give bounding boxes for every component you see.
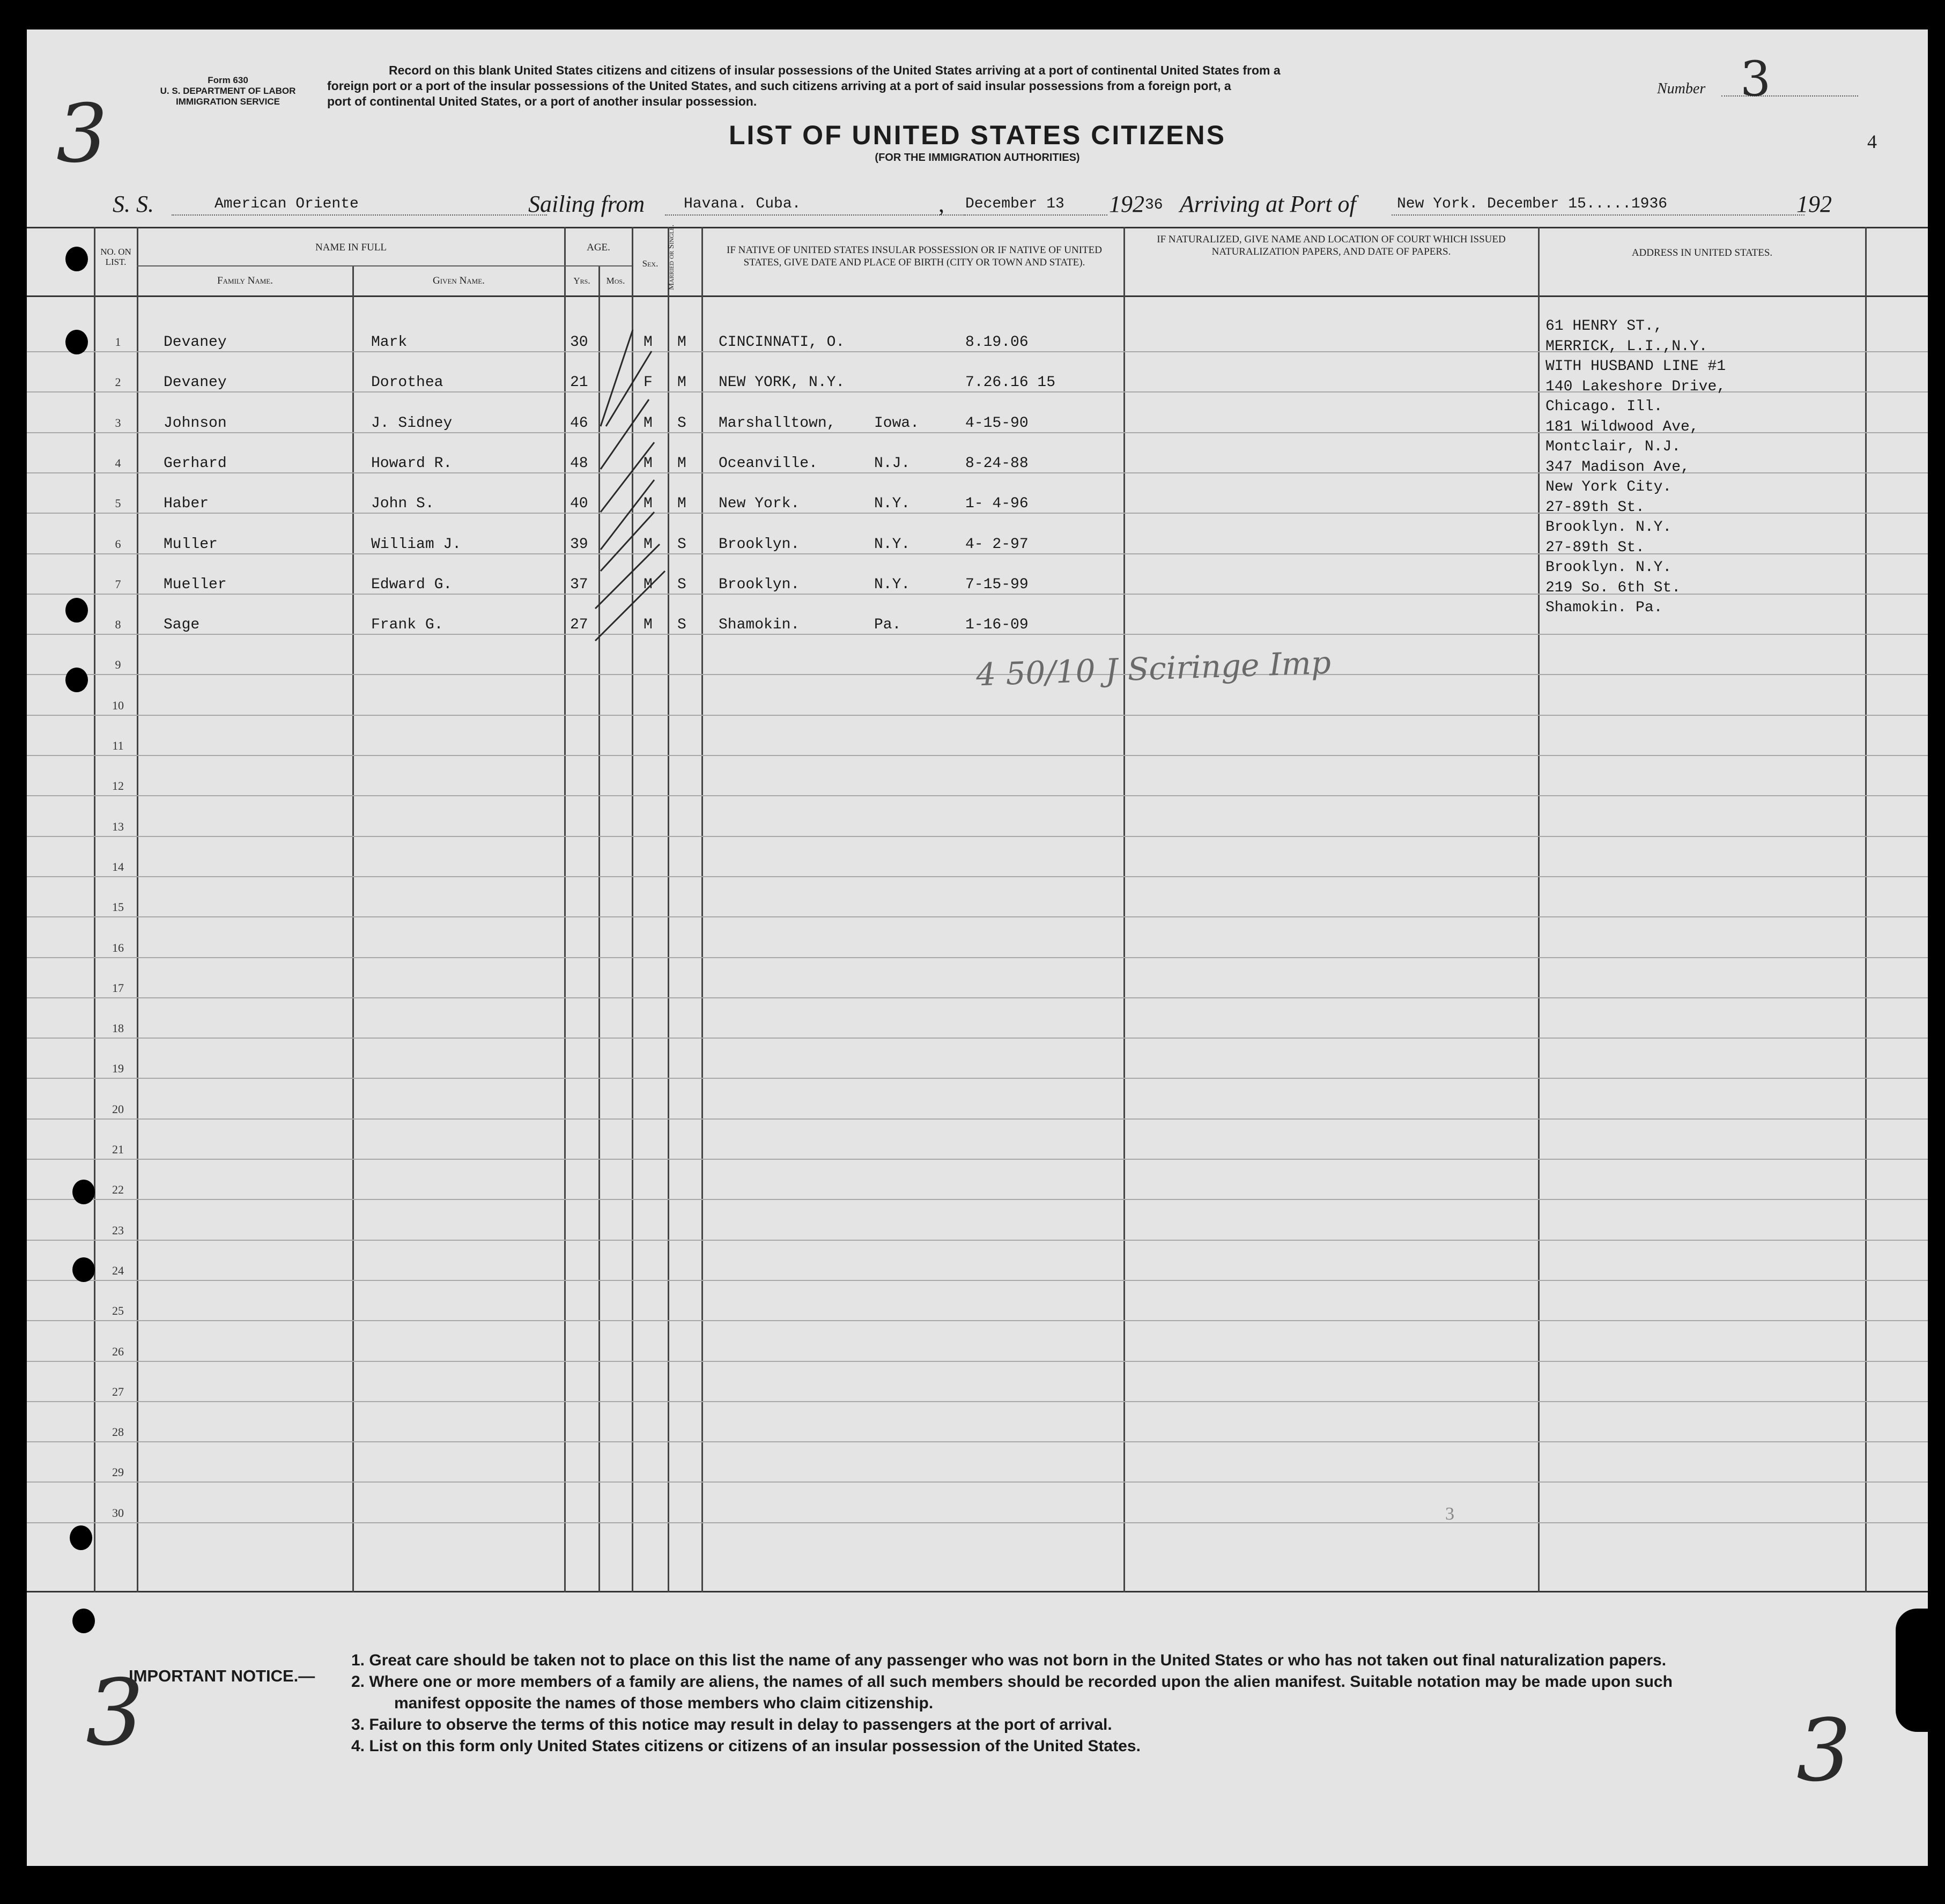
punch-hole (72, 1180, 95, 1204)
row-number: 22 (112, 1183, 124, 1196)
birth-place-cell: Shamokin. (719, 617, 800, 633)
form-info (147, 75, 308, 107)
handwritten-number-bottom-right: 3 (1796, 1700, 1851, 1801)
header-age: AGE. (587, 242, 610, 253)
punch-hole (65, 598, 88, 623)
family-name-cell: Haber (164, 495, 209, 512)
age-cell: 46 (570, 415, 588, 432)
row-number: 20 (112, 1102, 124, 1116)
marital-status-cell: M (677, 455, 686, 472)
family-name-cell: Muller (164, 536, 218, 553)
birth-state-cell: N.Y. (874, 536, 911, 553)
row-line (27, 634, 1928, 635)
department-name: U. S. DEPARTMENT OF LABOR (160, 86, 296, 96)
row-line (27, 1401, 1928, 1402)
birth-place-cell: NEW YORK, N.Y. (719, 374, 845, 391)
row-number: 15 (112, 900, 124, 914)
number-value: 3 (1740, 51, 1771, 107)
sailing-from-underline (665, 214, 965, 216)
marital-status-cell: M (677, 334, 686, 351)
row-line (27, 1038, 1928, 1039)
row-number: 18 (112, 1021, 124, 1035)
notice-label: IMPORTANT NOTICE.— (129, 1666, 315, 1685)
punch-hole (70, 1525, 92, 1550)
arriving-label: Arriving at Port of (1180, 191, 1356, 217)
number-label: Number (1657, 80, 1706, 97)
birth-state-cell: Pa. (874, 617, 901, 633)
row-line (27, 755, 1928, 756)
family-name-cell: Sage (164, 617, 200, 633)
header-given-name: Given Name. (433, 275, 485, 286)
birth-date-cell: 1- 4-96 (965, 495, 1029, 512)
check-mark-8 (595, 571, 665, 641)
row-number: 30 (112, 1506, 124, 1520)
header-birth: IF NATIVE OF UNITED STATES INSULAR POSSESSION OR IF NATIVE OF UNITED STATES, GIVE DATE AND PLACE OF BIRTH (CITY OR TOWN AND STATE). (727, 245, 1102, 268)
address-line: Brooklyn. N.Y. (1545, 519, 1672, 536)
row-line (27, 997, 1928, 998)
handwritten-annotation: 4 50/10 J Sciringe Imp (975, 644, 1332, 693)
punch-hole (72, 1257, 95, 1282)
age-cell: 37 (570, 576, 588, 593)
check-mark-6 (601, 512, 654, 571)
row-number: 7 (115, 577, 121, 591)
arrival-underline (1392, 214, 1805, 216)
address-line: 140 Lakeshore Drive, (1545, 379, 1726, 395)
given-name-cell: J. Sidney (371, 415, 453, 432)
row-line (27, 1481, 1928, 1483)
row-line (27, 1361, 1928, 1362)
year-prefix-1: 192 (1109, 191, 1144, 217)
header-no-on-list: NO. ON LIST. (100, 247, 131, 267)
row-number: 5 (115, 497, 121, 510)
given-name-cell: John S. (371, 495, 434, 512)
row-line (27, 836, 1928, 837)
row-number: 4 (115, 456, 121, 470)
corner-page-number: 4 (1867, 131, 1877, 152)
row-line (27, 715, 1928, 716)
handwritten-number-bottom-left: 3 (86, 1660, 144, 1766)
notice-item-3: 3. Failure to observe the terms of this notice may result in delay to passengers at the port of arrival. (351, 1716, 1112, 1733)
sex-cell: F (644, 374, 653, 391)
age-cell: 48 (570, 455, 588, 472)
row-line (27, 916, 1928, 917)
document-title: LIST OF UNITED STATES CITIZENS (728, 120, 1226, 150)
given-name-cell: Frank G. (371, 617, 443, 633)
given-name-cell: Edward G. (371, 576, 453, 593)
sailing-from-port: Havana. Cuba. (684, 196, 801, 212)
header-naturalized: IF NATURALIZED, GIVE NAME AND LOCATION OF COURT WHICH ISSUED NATURALIZATION PAPERS, AND DATE OF PAPERS. (1157, 234, 1506, 257)
birth-state-cell: Iowa. (874, 415, 920, 432)
check-mark-5 (601, 480, 654, 550)
row-line (27, 1522, 1928, 1523)
row-line (27, 1320, 1928, 1321)
row-line (27, 1240, 1928, 1241)
check-mark-7 (595, 544, 660, 609)
row-line (27, 1118, 1928, 1120)
sex-cell: M (644, 415, 653, 432)
arrival-port-and-date: New York. December 15.....1936 (1397, 196, 1668, 212)
birth-date-cell: 7-15-99 (965, 576, 1029, 593)
age-cell: 30 (570, 334, 588, 351)
address-line: 181 Wildwood Ave, (1545, 419, 1699, 435)
marital-status-cell: S (677, 536, 686, 553)
instructions-line-1: Record on this blank United States citizens and citizens of insular possessions of the United States arriving at a port of continental United States from a (389, 63, 1281, 77)
punch-hole (72, 1609, 95, 1633)
notice-item-1: 1. Great care should be taken not to place on this list the name of any passenger who was not born in the United States or who has not taken out final naturalization papers. (351, 1651, 1667, 1669)
notice-item-4: 4. List on this form only United States citizens or citizens of an insular possession of the United States. (351, 1737, 1141, 1755)
address-line: 27-89th St. (1545, 499, 1645, 516)
birth-date-cell: 7.26.16 15 (965, 374, 1056, 391)
birth-date-cell: 4-15-90 (965, 415, 1029, 432)
header-mos: Mos. (606, 276, 625, 286)
row-number: 19 (112, 1062, 124, 1075)
birth-date-cell: 1-16-09 (965, 617, 1029, 633)
family-name-cell: Devaney (164, 334, 227, 351)
row-line (27, 1159, 1928, 1160)
sex-cell: M (644, 617, 653, 633)
birth-date-cell: 8.19.06 (965, 334, 1029, 351)
header-sex: Sex. (642, 258, 659, 269)
year-typed: 36 (1145, 197, 1163, 213)
row-number: 27 (112, 1385, 124, 1398)
header-married-or-single: Married or Single. (667, 224, 676, 291)
row-line (27, 1280, 1928, 1281)
given-name-cell: William J. (371, 536, 462, 553)
stamp-number: 3 (1445, 1504, 1454, 1524)
age-cell: 40 (570, 495, 588, 512)
address-line: 219 So. 6th St. (1545, 580, 1681, 596)
instructions-line-3: port of continental United States, or a port of another insular possession. (327, 94, 757, 108)
sex-cell: M (644, 536, 653, 553)
row-number: 11 (112, 739, 124, 752)
row-number: 6 (115, 537, 121, 551)
address-line: Shamokin. Pa. (1545, 599, 1663, 616)
birth-place-cell: Brooklyn. (719, 576, 800, 593)
family-name-cell: Mueller (164, 576, 227, 593)
marital-status-cell: M (677, 495, 686, 512)
punch-hole (65, 247, 88, 271)
row-line (27, 795, 1928, 796)
row-number: 21 (112, 1143, 124, 1156)
row-number: 23 (112, 1224, 124, 1237)
row-number: 3 (115, 416, 121, 429)
row-number: 12 (112, 779, 124, 792)
birth-state-cell: N.Y. (874, 495, 911, 512)
row-number: 13 (112, 820, 124, 833)
header-name-in-full: NAME IN FULL (315, 242, 387, 253)
departure-date: December 13 (965, 196, 1064, 212)
table-top-rule (27, 227, 1928, 228)
notice-item-2-cont: manifest opposite the names of those members who claim citizenship. (394, 1694, 934, 1712)
check-mark-1 (601, 330, 633, 426)
ship-name: American Oriente (215, 196, 359, 212)
header-address: ADDRESS IN UNITED STATES. (1631, 247, 1773, 258)
check-marks (590, 319, 697, 651)
year-prefix-2: 192 (1796, 191, 1832, 217)
sex-cell: M (644, 576, 653, 593)
ss-label: S. S. (113, 191, 154, 217)
marital-status-cell: S (677, 415, 686, 432)
col-line-given (352, 265, 354, 1592)
address-line: 61 HENRY ST., (1545, 318, 1663, 335)
address-line: MERRICK, L.I.,N.Y. (1545, 338, 1708, 355)
header-bottom-rule (27, 295, 1928, 297)
row-number: 26 (112, 1345, 124, 1358)
birth-place-cell: Marshalltown, (719, 415, 836, 432)
sailing-from-label: Sailing from (528, 191, 645, 217)
age-cell: 21 (570, 374, 588, 391)
birth-state-cell: N.J. (874, 455, 911, 472)
family-name-cell: Devaney (164, 374, 227, 391)
row-number: 29 (112, 1465, 124, 1479)
form-number: Form 630 (208, 75, 248, 85)
punch-hole (65, 668, 88, 692)
row-line (27, 957, 1928, 958)
row-line (27, 1078, 1928, 1079)
instructions-line-2: foreign port or a port of the insular possessions of the United States, and such citizens arriving at a port of said insular possessions from a foreign port, a (327, 79, 1231, 93)
birth-place-cell: Oceanville. (719, 455, 818, 472)
address-line: Chicago. Ill. (1545, 398, 1663, 415)
address-line: Brooklyn. N.Y. (1545, 559, 1672, 576)
departure-date-underline (963, 214, 1107, 216)
instructions (327, 63, 1625, 109)
row-number: 9 (115, 658, 121, 671)
notice-item-2: 2. Where one or more members of a family are aliens, the names of all such members should be recorded upon the alien manifest. Suitable notation may be made upon such (351, 1673, 1673, 1691)
sex-cell: M (644, 455, 653, 472)
address-line: New York City. (1545, 479, 1672, 495)
marital-status-cell: S (677, 576, 686, 593)
header-family-name: Family Name. (217, 275, 273, 286)
row-number: 16 (112, 941, 124, 954)
form-sheet (27, 29, 1928, 1866)
row-number: 2 (115, 375, 121, 389)
comma-1: , (938, 191, 944, 217)
address-line: 27-89th St. (1545, 539, 1645, 556)
ship-name-underline (172, 214, 547, 216)
table-bottom-rule (27, 1591, 1928, 1592)
row-line (27, 1441, 1928, 1442)
birth-date-cell: 8-24-88 (965, 455, 1029, 472)
service-name: IMMIGRATION SERVICE (176, 97, 280, 107)
address-line: Montclair, N.J. (1545, 439, 1681, 455)
birth-state-cell: N.Y. (874, 576, 911, 593)
punch-hole (65, 330, 88, 354)
name-subheader-rule (137, 265, 564, 266)
family-name-cell: Johnson (164, 415, 227, 432)
row-number: 24 (112, 1264, 124, 1277)
birth-place-cell: CINCINNATI, O. (719, 334, 845, 351)
marital-status-cell: S (677, 617, 686, 633)
row-number: 17 (112, 981, 124, 995)
row-number: 1 (115, 335, 121, 349)
birth-place-cell: New York. (719, 495, 800, 512)
given-name-cell: Mark (371, 334, 408, 351)
row-number: 10 (112, 699, 124, 712)
address-line: WITH HUSBAND LINE #1 (1545, 358, 1726, 375)
page-edge-notch (1896, 1609, 1945, 1732)
age-cell: 27 (570, 617, 588, 633)
birth-place-cell: Brooklyn. (719, 536, 800, 553)
marital-status-cell: M (677, 374, 686, 391)
handwritten-number-top-left: 3 (56, 87, 108, 181)
document-subtitle: (FOR THE IMMIGRATION AUTHORITIES) (875, 152, 1080, 164)
sex-cell: M (644, 334, 653, 351)
family-name-cell: Gerhard (164, 455, 227, 472)
birth-date-cell: 4- 2-97 (965, 536, 1029, 553)
age-cell: 39 (570, 536, 588, 553)
given-name-cell: Dorothea (371, 374, 443, 391)
row-number: 28 (112, 1425, 124, 1439)
row-line (27, 1199, 1928, 1200)
row-number: 14 (112, 860, 124, 873)
row-number: 8 (115, 618, 121, 631)
row-line (27, 876, 1928, 877)
row-number: 25 (112, 1304, 124, 1317)
sex-cell: M (644, 495, 653, 512)
check-mark-4 (601, 442, 654, 512)
age-subheader-rule (564, 265, 632, 266)
address-line: 347 Madison Ave, (1545, 459, 1690, 476)
header-yrs: Yrs. (573, 276, 590, 286)
given-name-cell: Howard R. (371, 455, 453, 472)
